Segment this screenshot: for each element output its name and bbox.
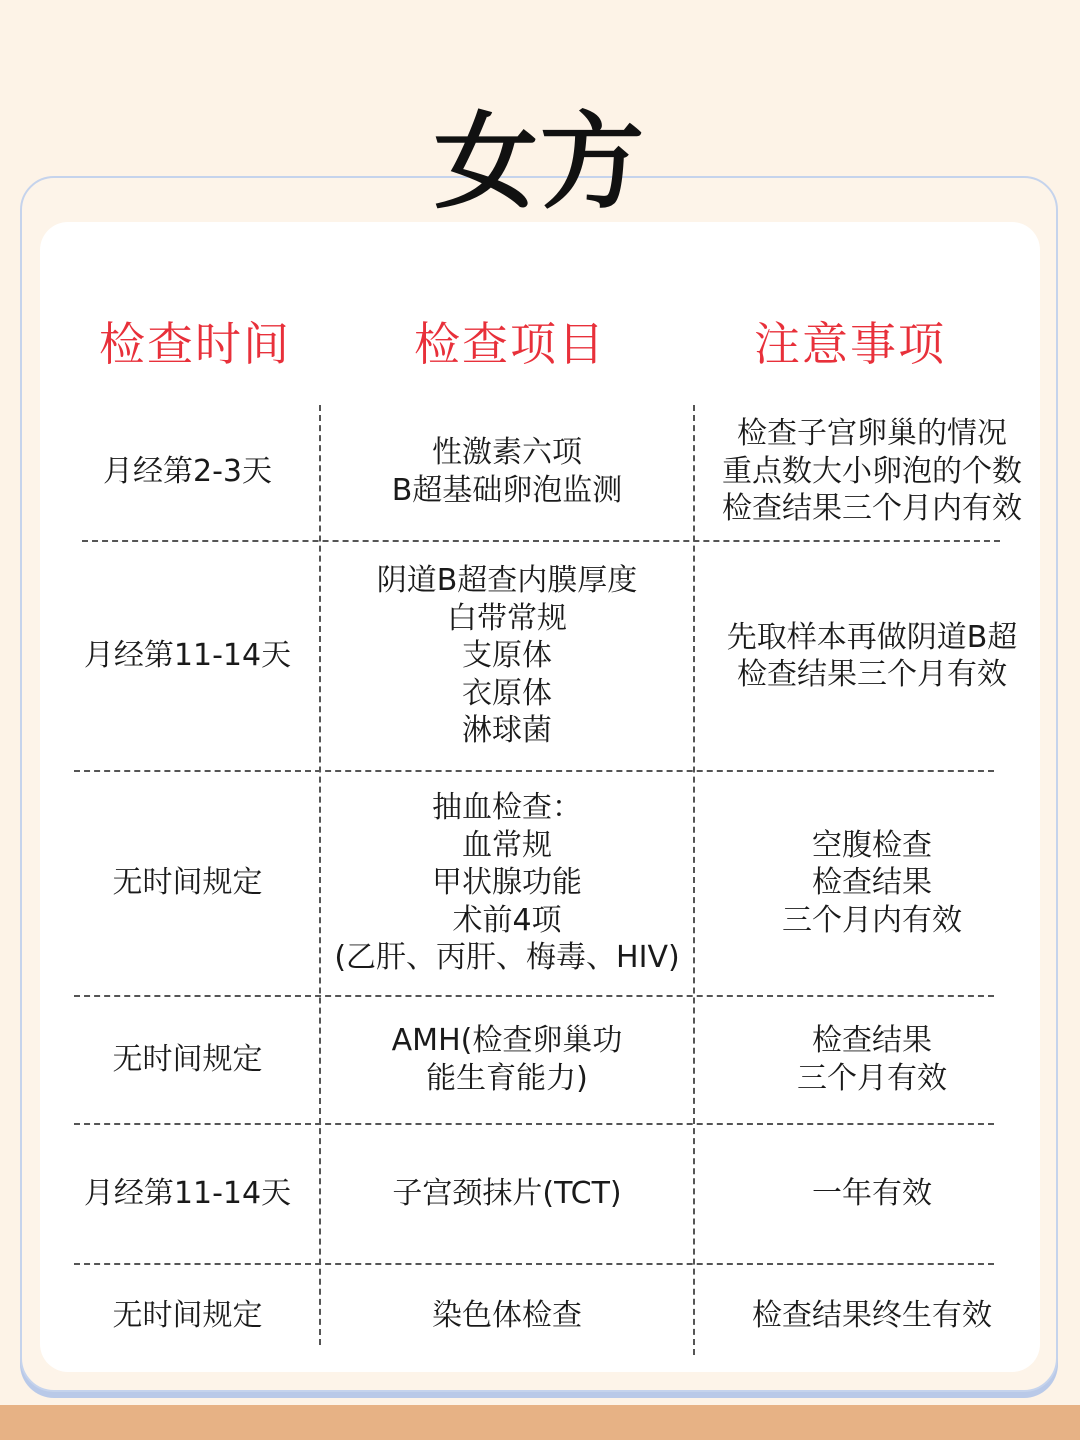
note-line: 三个月内有效 xyxy=(782,902,962,938)
note-line: 空腹检查 xyxy=(812,827,932,863)
note-line: 一年有效 xyxy=(812,1175,932,1211)
note-line: 先取样本再做阴道B超 xyxy=(726,619,1018,655)
row-divider xyxy=(74,1123,994,1125)
header-time: 检查时间 xyxy=(99,317,291,371)
item-line: 染色体检查 xyxy=(432,1298,582,1334)
row-3-notes xyxy=(698,773,1046,993)
item-line: 能生育能力) xyxy=(426,1060,588,1096)
item-line: 性激素六项 xyxy=(432,435,582,470)
time-text: 月经第11-14天 xyxy=(83,638,292,674)
header-note: 注意事项 xyxy=(754,317,946,371)
item-line: 支原体 xyxy=(462,638,552,674)
row-1-items xyxy=(324,405,690,538)
row-6-time xyxy=(60,1266,315,1366)
row-divider xyxy=(82,540,1000,542)
item-line: 淋球菌 xyxy=(462,713,552,749)
note-line: 三个月有效 xyxy=(797,1060,947,1096)
item-line: 术前4项 xyxy=(452,902,562,938)
row-4-items xyxy=(324,998,690,1121)
column-divider xyxy=(319,405,321,1345)
row-4-time xyxy=(60,998,315,1121)
note-line: 检查子宫卵巢的情况 xyxy=(737,416,1007,452)
column-divider xyxy=(693,405,695,1355)
item-line: 白带常规 xyxy=(447,600,567,636)
item-line: AMH(检查卵巢功 xyxy=(391,1023,623,1058)
row-1-time xyxy=(60,405,315,538)
note-line: 检查结果终生有效 xyxy=(752,1298,992,1334)
row-4-notes xyxy=(698,998,1046,1121)
note-line: 检查结果 xyxy=(812,1023,932,1058)
row-divider xyxy=(74,770,994,772)
item-line: 甲状腺功能 xyxy=(432,865,582,901)
time-text: 无时间规定 xyxy=(112,865,263,901)
row-divider xyxy=(74,995,994,997)
item-line: B超基础卵泡监测 xyxy=(391,472,623,508)
row-divider xyxy=(74,1263,994,1265)
note-line: 检查结果三个月有效 xyxy=(737,657,1007,692)
row-5-notes xyxy=(698,1126,1046,1261)
item-line: 衣原体 xyxy=(462,675,552,711)
row-5-items xyxy=(324,1126,690,1261)
time-text: 无时间规定 xyxy=(112,1041,263,1077)
row-5-time xyxy=(60,1126,315,1261)
item-line: 子宫颈抹片(TCT) xyxy=(392,1175,622,1211)
item-line: 阴道B超查内膜厚度 xyxy=(376,563,638,599)
time-text: 无时间规定 xyxy=(112,1298,263,1334)
time-text: 月经第11-14天 xyxy=(83,1175,292,1211)
header-item: 检查项目 xyxy=(414,317,606,371)
row-2-notes xyxy=(698,543,1046,769)
note-line: 检查结果 xyxy=(812,865,932,901)
row-2-time xyxy=(60,543,315,769)
row-3-items xyxy=(324,773,690,993)
row-2-items xyxy=(324,543,690,769)
row-3-time xyxy=(60,773,315,993)
item-line: (乙肝、丙肝、梅毒、HIV) xyxy=(334,940,680,976)
note-line: 检查结果三个月内有效 xyxy=(722,491,1022,527)
item-line: 抽血检查： xyxy=(432,790,582,826)
note-line: 重点数大小卵泡的个数 xyxy=(722,453,1022,489)
time-text: 月经第2-3天 xyxy=(103,453,272,489)
row-1-notes xyxy=(698,405,1046,538)
page-title: 女方 xyxy=(433,100,646,223)
row-6-items xyxy=(324,1266,690,1366)
row-6-notes xyxy=(698,1266,1046,1366)
item-line: 血常规 xyxy=(462,827,552,863)
